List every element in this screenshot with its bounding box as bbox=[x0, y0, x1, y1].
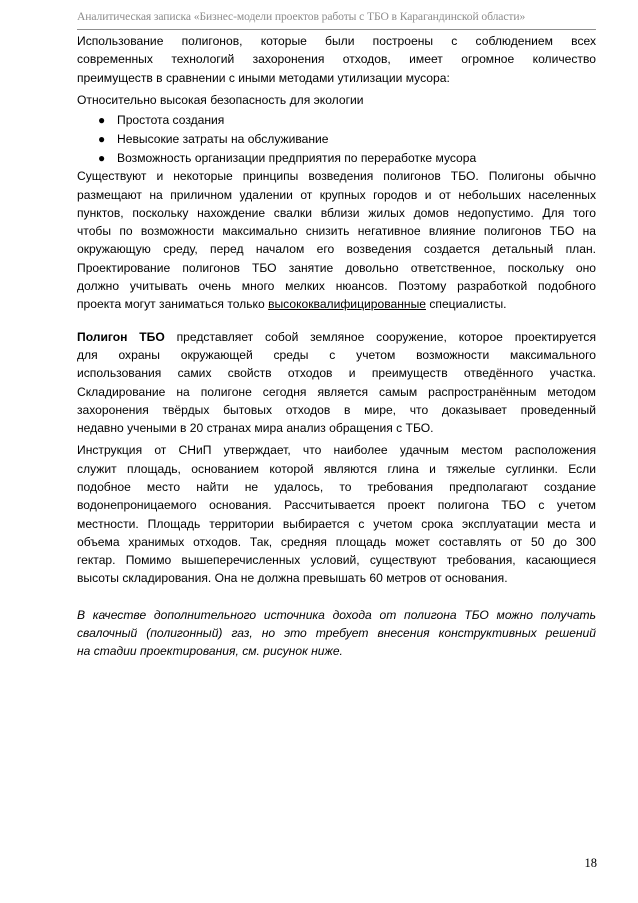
paragraph-landfill-definition bbox=[77, 328, 596, 438]
text-line: Инструкция от СНиП утверждает, что наиболее удачным местом расположения bbox=[77, 443, 596, 458]
text-line: Существуют и некоторые принципы возведения полигонов ТБО. Полигоны обычно bbox=[77, 169, 596, 184]
document-body bbox=[77, 32, 596, 661]
text-line: пунктов, поскольку нахождение свалки вблизи жилых домов недопустимо. Для того bbox=[77, 205, 596, 220]
page-number: 18 bbox=[584, 856, 597, 870]
text-line: Складирование на полигоне сегодня является самым распространённым методом bbox=[77, 384, 596, 399]
text-line: Использование полигонов, которые были построены с соблюдением всех bbox=[77, 34, 596, 48]
list-item bbox=[77, 149, 596, 168]
text-line: водонепроницаемого основания. Рассчитывается проект полигона ТБО с учетом bbox=[77, 498, 596, 513]
list-item bbox=[77, 111, 596, 130]
bullet-icon: ● bbox=[98, 113, 106, 128]
text-line: захоронения твёрдых бытовых отходов в мире, что доказывает проведенный bbox=[77, 402, 596, 417]
text-line: использования самих свойств отходов и преимуществ отведённого участка. bbox=[77, 366, 596, 381]
text-line bbox=[77, 328, 596, 346]
text-line: Относительно высокая безопасность для экологии bbox=[77, 92, 364, 107]
text-line: недавно учеными в 20 странах мира анализ обращения с ТБО. bbox=[77, 421, 434, 436]
paragraph-advantages-intro bbox=[77, 32, 596, 87]
text-line: должно учитывать очень много мелких нюансов. Поэтому разработкой подобного bbox=[77, 279, 596, 294]
paragraph-principles bbox=[77, 167, 596, 313]
header-rule bbox=[77, 29, 596, 30]
bullet-icon: ● bbox=[98, 150, 106, 165]
text-line: подобное место найти не удалось, то требования предполагают создание bbox=[77, 480, 596, 494]
text-fragment: проекта могут заниматься только bbox=[77, 297, 269, 312]
text-line: современных технологий захоронения отходов, имеет огромное количество bbox=[77, 52, 596, 67]
text-fragment: представляет собой земляное сооружение, которое проектируется bbox=[164, 329, 596, 344]
text-line: чтобы по возможности максимально снизить негативное влияние полигонов ТБО на bbox=[77, 224, 596, 239]
paragraph-snip-instruction bbox=[77, 441, 596, 587]
text-line: для охраны окружающей среды с учетом возможности максимального bbox=[77, 347, 596, 362]
bold-term: Полигон ТБО bbox=[77, 329, 165, 344]
text-line: свалочный (полигонный) газ, но это требует внесения конструктивных решений bbox=[77, 626, 596, 641]
text-line: окружающую среду, перед началом его возведения создается детальный план. bbox=[77, 242, 596, 257]
hyperlink-highly-qualified[interactable]: высококвалифицированные bbox=[268, 297, 426, 312]
text-line: местности. Площадь территории выбирается с учетом срока эксплуатации места и bbox=[77, 516, 596, 531]
list-item-text: Возможность организации предприятия по переработке мусора bbox=[117, 150, 477, 165]
text-line: преимуществ в сравнении с иными методами утилизации мусора: bbox=[77, 70, 450, 85]
paragraph-landfill-gas bbox=[77, 606, 596, 661]
text-line bbox=[77, 295, 596, 313]
text-line: объема хранимых отходов. Так, средняя площадь может составлять от 50 до 300 bbox=[77, 534, 596, 549]
list-item-text: Простота создания bbox=[117, 113, 225, 128]
advantages-list bbox=[77, 111, 596, 167]
list-item bbox=[77, 130, 596, 149]
bullet-icon: ● bbox=[98, 131, 106, 146]
text-line: на стадии проектирования, см. рисунок ниже. bbox=[77, 644, 343, 659]
text-line: В качестве дополнительного источника дохода от полигона ТБО можно получать bbox=[77, 607, 596, 622]
text-line: высоты складирования. Она не должна превышать 60 метров от основания. bbox=[77, 571, 508, 586]
text-line: служит площадь, основанием которой являются глина и тяжелые суглинки. Если bbox=[77, 461, 596, 476]
running-header: Аналитическая записка «Бизнес-модели проектов работы с ТБО в Карагандинской области» bbox=[77, 10, 526, 23]
text-line: размещают на приличном удалении от крупных городов и от небольших населенных bbox=[77, 187, 596, 202]
list-item-text: Невысокие затраты на обслуживание bbox=[117, 131, 329, 146]
text-fragment: специалисты. bbox=[426, 297, 507, 312]
text-line: гектар. Помимо вышеперечисленных условий, существуют требования, касающиеся bbox=[77, 553, 596, 568]
paragraph-safety bbox=[77, 91, 596, 109]
text-line: Проектирование полигонов ТБО занятие довольно ответственное, поскольку оно bbox=[77, 260, 596, 275]
